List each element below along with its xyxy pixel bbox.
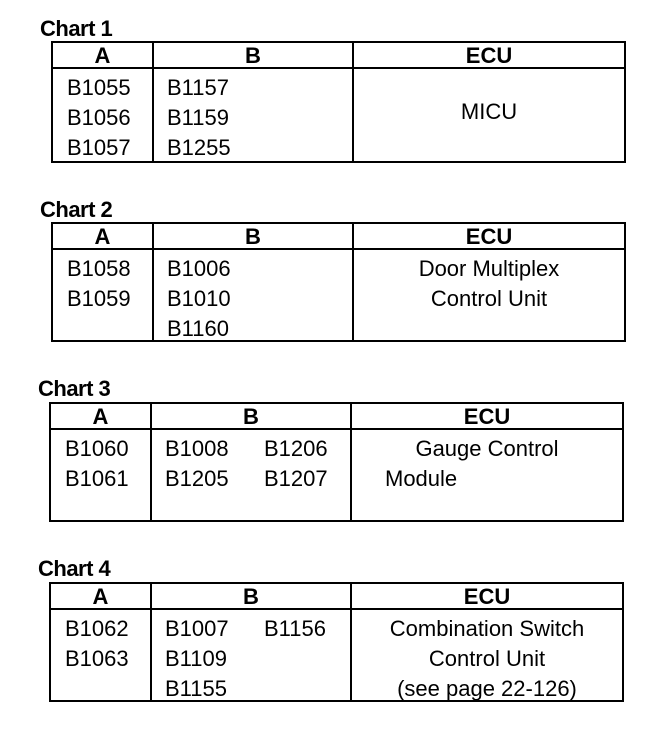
cell-b: B1207 <box>264 466 328 491</box>
header-a: A <box>92 584 109 609</box>
cell-a: B1060 <box>65 436 129 461</box>
cell-ecu: Control Unit <box>430 286 548 311</box>
header-a: A <box>92 404 109 429</box>
cell-b: B1109 <box>165 646 227 671</box>
cell-ecu: Door Multiplex <box>418 256 560 281</box>
cell-b: B1160 <box>167 316 229 341</box>
cell-ecu: Control Unit <box>428 646 546 671</box>
cell-ecu: (see page 22-126) <box>397 676 577 701</box>
cell-b: B1255 <box>167 135 231 160</box>
cell-a: B1059 <box>67 286 131 311</box>
chart-title: Chart 1 <box>40 16 113 41</box>
cell-b: B1206 <box>264 436 328 461</box>
cell-a: B1057 <box>67 135 131 160</box>
cell-ecu: MICU <box>460 99 518 124</box>
cell-b: B1010 <box>167 286 231 311</box>
header-a: A <box>94 43 111 68</box>
cell-a: B1058 <box>67 256 131 281</box>
chart-title: Chart 2 <box>40 197 113 222</box>
chart-title: Chart 3 <box>38 376 111 401</box>
column-divider <box>150 584 152 700</box>
header-a: A <box>94 224 111 249</box>
column-divider <box>152 43 154 161</box>
header-b: B <box>245 224 261 249</box>
chart-table <box>51 41 626 163</box>
cell-a: B1062 <box>65 616 129 641</box>
cell-b: B1006 <box>167 256 231 281</box>
cell-b: B1008 <box>165 436 229 461</box>
header-row <box>53 224 624 250</box>
chart-table <box>51 222 626 342</box>
cell-b: B1155 <box>165 676 227 701</box>
header-ecu: ECU <box>465 224 513 249</box>
header-ecu: ECU <box>463 584 511 609</box>
cell-a: B1061 <box>65 466 129 491</box>
cell-b: B1159 <box>167 105 229 130</box>
cell-b: B1157 <box>167 75 229 100</box>
cell-ecu: Gauge Control <box>415 436 559 461</box>
chart-table <box>49 402 624 522</box>
cell-b: B1205 <box>165 466 229 491</box>
cell-a: B1055 <box>67 75 131 100</box>
column-divider <box>150 404 152 520</box>
header-b: B <box>245 43 261 68</box>
cell-ecu: Combination Switch <box>389 616 585 641</box>
chart-title: Chart 4 <box>38 556 111 581</box>
cell-a: B1056 <box>67 105 131 130</box>
cell-ecu: Module <box>385 466 458 491</box>
column-divider <box>152 224 154 340</box>
header-row <box>51 404 622 430</box>
cell-b: B1007 <box>165 616 229 641</box>
cell-a: B1063 <box>65 646 129 671</box>
header-ecu: ECU <box>465 43 513 68</box>
chart-table <box>49 582 624 702</box>
header-row <box>51 584 622 610</box>
header-b: B <box>243 584 259 609</box>
cell-b: B1156 <box>264 616 326 641</box>
header-ecu: ECU <box>463 404 511 429</box>
header-b: B <box>243 404 259 429</box>
header-row <box>53 43 624 69</box>
